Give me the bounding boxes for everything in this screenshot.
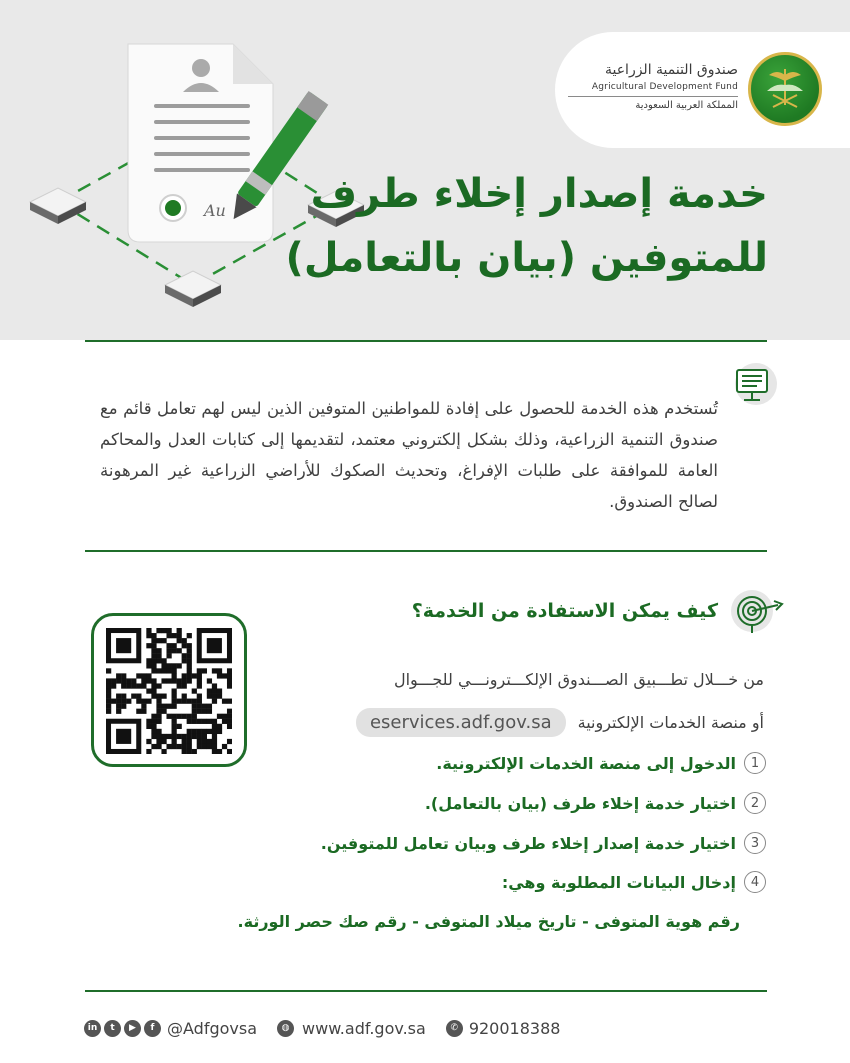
step-number: 3 [744, 832, 766, 854]
social-handle[interactable]: @Adfgovsa [167, 1018, 258, 1038]
page-title [248, 162, 768, 290]
phone-number[interactable]: 920018388 [468, 1018, 561, 1038]
node-left [30, 188, 86, 224]
via-platform-row [356, 708, 764, 737]
logo-text-block [568, 62, 738, 111]
step-text: اختيار خدمة إصدار إخلاء طرف وبيان تعامل للمتوفين. [320, 833, 736, 853]
step-2 [425, 792, 766, 814]
youtube-icon[interactable]: ▶ [124, 1020, 141, 1037]
node-bottom [165, 271, 221, 307]
phone-item [446, 1019, 561, 1038]
social-links [84, 1020, 161, 1037]
logo-name-ar: صندوق التنمية الزراعية [604, 62, 738, 78]
logo-country-ar: المملكة العربية السعودية [635, 100, 738, 111]
step-text: الدخول إلى منصة الخدمات الإلكترونية. [436, 753, 736, 773]
service-description: تُستخدم هذه الخدمة للحصول على إفادة للمواطنين المتوفين الذين ليس لهم تعامل قائم مع صندوق التنمية الزراعية، وذلك بشكل إلكتروني معتمد، لتقديمها إلى كتابات العدل والمحاكم العامة للموافقة على طلبات الإفراغ، وتحديث الصكوك للأراضي الزراعية غير المرهونة لصالح الصندوق. [100, 399, 718, 511]
monitor-document-icon [729, 362, 779, 408]
step-3 [321, 832, 766, 854]
title-line-2: للمتوفين (بيان بالتعامل) [285, 235, 768, 281]
step-text: اختيار خدمة إخلاء طرف (بيان بالتعامل). [424, 793, 736, 813]
divider-top [85, 340, 767, 342]
adf-emblem-icon [748, 52, 822, 126]
step-number: 2 [744, 792, 766, 814]
step-number: 4 [744, 871, 766, 893]
svg-text:Au: Au [204, 201, 226, 220]
required-data-list: رقم هوية المتوفى - تاريخ ميلاد المتوفى - رقم صك حصر الورثة. [237, 912, 740, 931]
facebook-icon[interactable]: f [144, 1020, 161, 1037]
logo-name-en: Agricultural Development Fund [591, 82, 738, 92]
eservices-url-link[interactable]: eservices.adf.gov.sa [356, 708, 566, 737]
step-4 [502, 871, 766, 893]
qr-code-pattern [106, 628, 232, 754]
how-to-use-heading: كيف يمكن الاستفادة من الخدمة؟ [411, 600, 718, 622]
logo-divider [568, 96, 738, 97]
step-text: إدخال البيانات المطلوبة وهي: [501, 872, 736, 892]
qr-code[interactable] [91, 613, 247, 767]
divider-bottom [85, 990, 767, 992]
step-number: 1 [744, 752, 766, 774]
target-icon [730, 588, 784, 636]
twitter-icon[interactable]: t [104, 1020, 121, 1037]
website-link[interactable]: www.adf.gov.sa [302, 1018, 426, 1038]
phone-icon: ✆ [446, 1020, 463, 1037]
step-1 [436, 752, 766, 774]
linkedin-icon[interactable]: in [84, 1020, 101, 1037]
via-app-text: من خـــلال تطـــبيق الصـــندوق الإلكـــترونـــي للجـــوال [393, 670, 764, 689]
footer [84, 1016, 774, 1040]
globe-icon: ◍ [277, 1020, 294, 1037]
website-item [277, 1019, 426, 1038]
via-platform-text: أو منصة الخدمات الإلكترونية [577, 713, 764, 732]
title-line-1: خدمة إصدار إخلاء طرف [310, 171, 768, 217]
divider-middle [85, 550, 767, 552]
